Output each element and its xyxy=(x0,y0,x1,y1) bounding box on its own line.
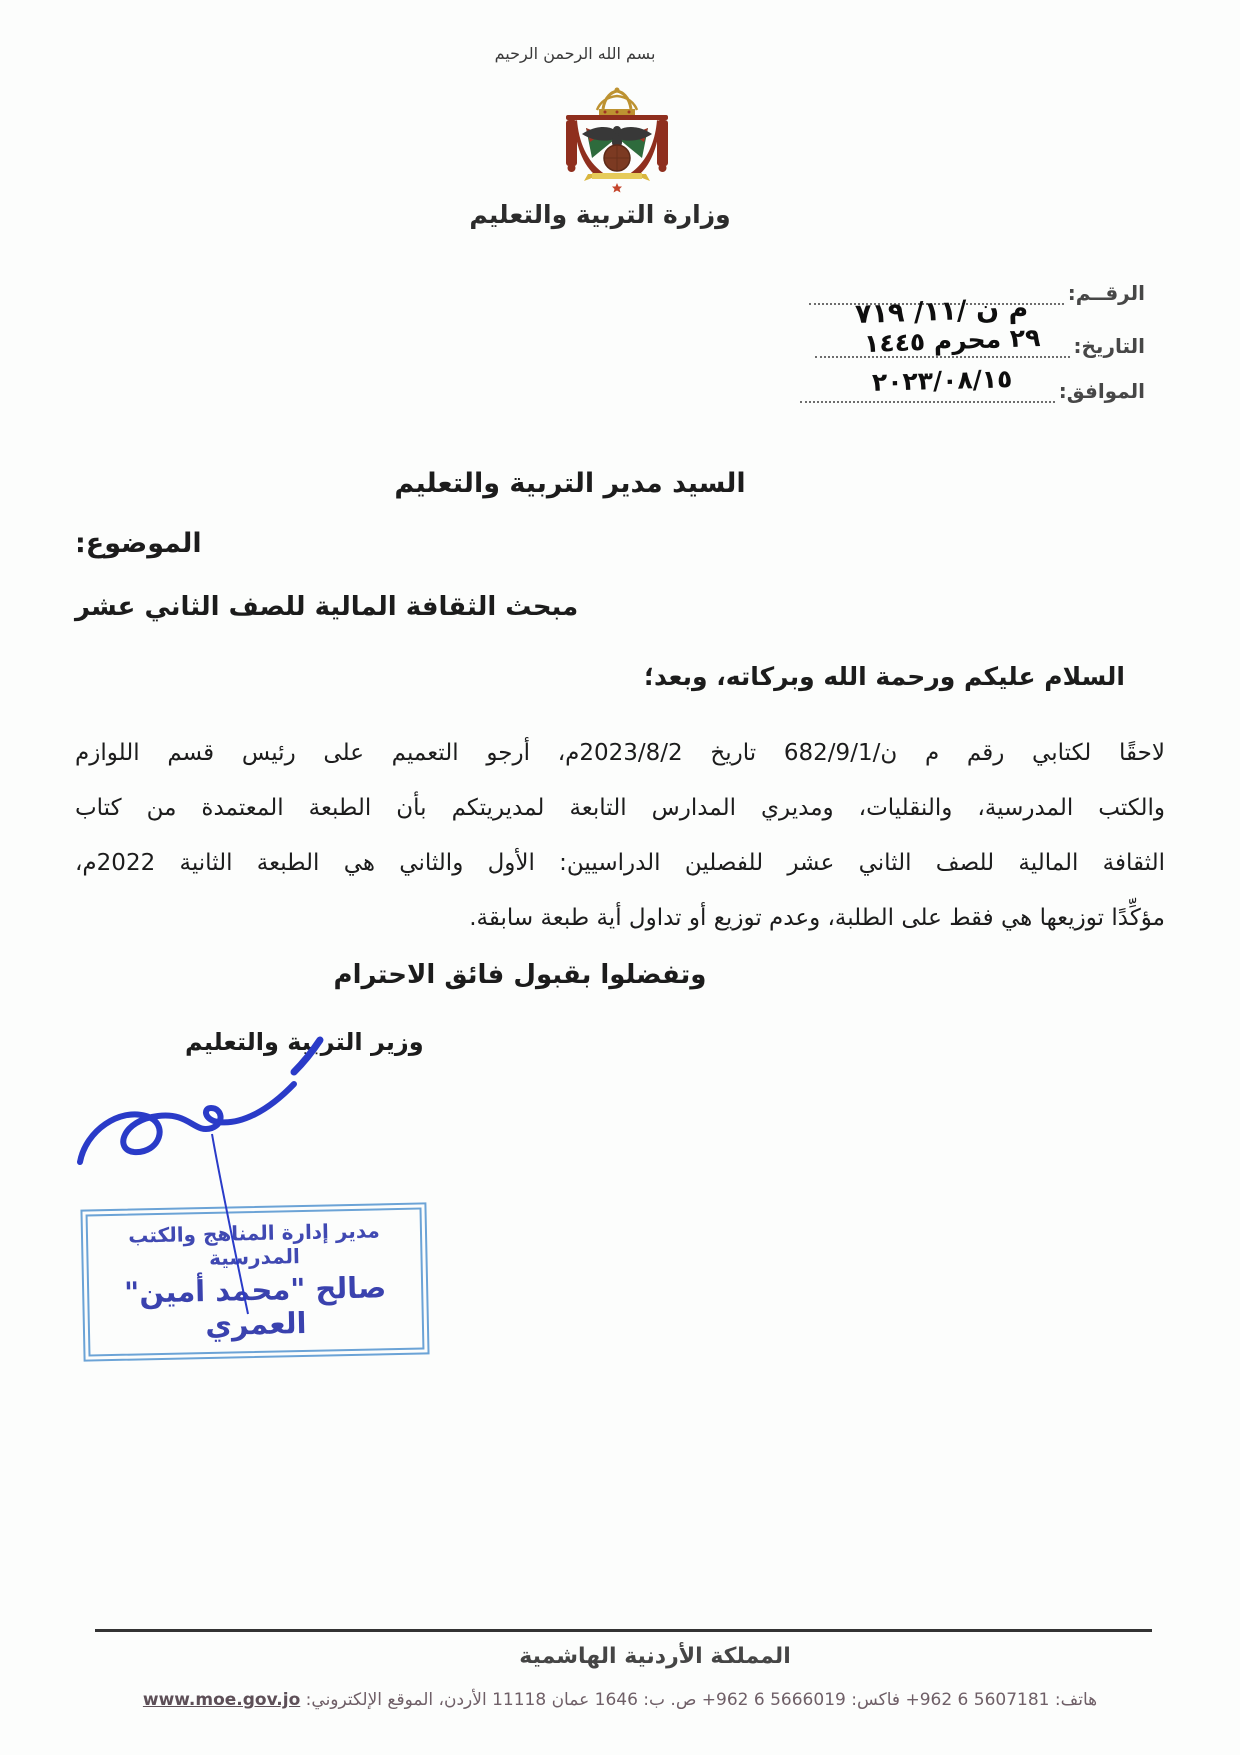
pobox-value: 1646 xyxy=(594,1690,638,1710)
phone-value: +962 6 5607181 xyxy=(905,1690,1050,1710)
body-paragraph xyxy=(75,726,1165,946)
recipient-heading: السيد مدير التربية والتعليم xyxy=(394,468,746,499)
subject-label: الموضوع: xyxy=(75,528,202,559)
body-line-1: لاحقًا لكتابي رقم م ن/682/9/1 تاريخ 2023/8/2م، أرجو التعميم على رئيس قسم اللوازم xyxy=(75,740,1165,766)
closing-line: وتفضلوا بقبول فائق الاحترام xyxy=(333,960,707,990)
ref-number-value: م ن /١١/ ٧١٩ xyxy=(854,292,1029,331)
ref-number-label: الرقــم: xyxy=(1067,281,1145,305)
kingdom-name: المملكة الأردنية الهاشمية xyxy=(519,1644,791,1669)
ref-corresponding-value: ٢٠٢٣/٠٨/١٥ xyxy=(871,364,1013,397)
director-stamp-border xyxy=(86,1207,425,1356)
contact-line xyxy=(0,1690,1240,1710)
ministry-name-calligraphy: وزارة التربية والتعليم xyxy=(469,200,731,229)
letter-body xyxy=(75,0,1165,1755)
ref-date-label: التاريخ: xyxy=(1073,334,1145,358)
signatory-title: وزير التربية والتعليم xyxy=(185,1028,424,1056)
phone-label: هاتف: xyxy=(1054,1690,1098,1710)
bismillah-calligraphy: بسم الله الرحمن الرحيم xyxy=(494,44,656,63)
ref-date-value: ٢٩ محرم ١٤٤٥ xyxy=(863,322,1041,359)
pobox-label: ص. ب: xyxy=(643,1690,697,1710)
subject-value: مبحث الثقافة المالية للصف الثاني عشر xyxy=(75,592,579,622)
fax-value: +962 6 5666019 xyxy=(701,1690,846,1710)
body-line-4: مؤكِّدًا توزيعها هي فقط على الطلبة، وعدم توزيع أو تداول أية طبعة سابقة. xyxy=(469,905,1165,931)
website-link[interactable]: www.moe.gov.jo xyxy=(142,1690,301,1710)
stamp-title-line: مدير إدارة المناهج والكتب المدرسية xyxy=(127,1218,380,1270)
body-line-3: الثقافة المالية للصف الثاني عشر للفصلين الدراسيين: الأول والثاني هي الطبعة الثانية 2022م، xyxy=(75,850,1165,876)
director-stamp xyxy=(80,1202,429,1361)
ref-corresponding-label: الموافق: xyxy=(1058,379,1145,403)
greeting-line: السلام عليكم ورحمة الله وبركاته، وبعد؛ xyxy=(644,662,1125,691)
fax-label: فاكس: xyxy=(851,1690,901,1710)
footer-divider xyxy=(95,1629,1152,1632)
stamp-name-line: صالح "محمد أمين" العمري xyxy=(123,1270,387,1343)
address-text: عمان 11118 الأردن، الموقع الإلكتروني: xyxy=(305,1690,590,1710)
body-line-2: والكتب المدرسية، والنقليات، ومديري المدارس التابعة لمديريتكم بأن الطبعة المعتمدة من كتاب xyxy=(75,795,1165,821)
